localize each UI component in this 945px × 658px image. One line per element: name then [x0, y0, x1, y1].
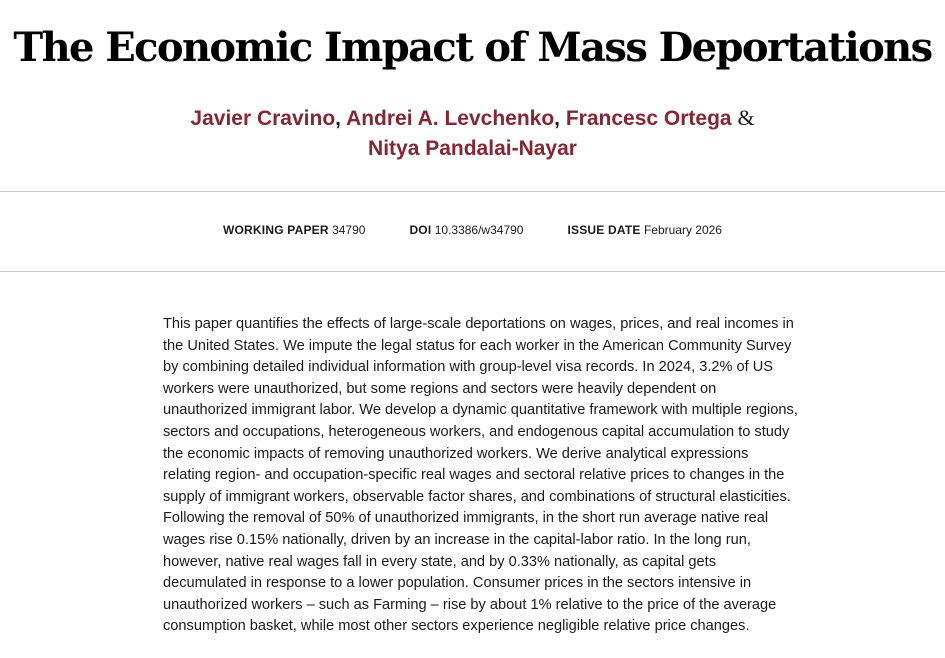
working-paper-number	[223, 221, 365, 239]
doi-value: 10.3386/w34790	[434, 223, 524, 237]
author-separator: ,	[554, 107, 561, 130]
abstract-text: This paper quantifies the effects of large-scale deportations on wages, prices, and real incomes in the United States. We impute the legal status for each worker in the American Community Survey by combining detailed individual information with group-level visa records. In 2024, 3.2% of US workers were unauthorized, but some regions and sectors were heavily dependent on unauthorized immigrant labor. We develop a dynamic quantitative framework with multiple regions, sectors and occupations, heterogeneous workers, and endogenous capital accumulation to study the economic impacts of removing unauthorized workers. We derive analytical expressions relating region- and occupation-specific real wages and sectoral relative prices to changes in the supply of immigrant workers, observable factor shares, and combinations of structural elasticities. Following the removal of 50% of unauthorized immigrants, in the short run average native real wages rise 0.15% nationally, driven by an increase in the capital-labor ratio. In the long run, however, native real wages fall in every state, and by 0.33% nationally, as capital gets decumulated in response to a lower population. Consumer prices in the sectors intensive in unauthorized workers – such as Farming – rise by about 1% relative to the price of the average consumption basket, while most other sectors experience negligible relative price changes.	[163, 316, 798, 635]
author-separator: ,	[335, 107, 341, 130]
page-title: The Economic Impact of Mass Deportations	[13, 24, 932, 71]
doi	[409, 221, 523, 239]
issue-date-value: February 2026	[643, 223, 722, 237]
divider-top	[0, 191, 945, 192]
author-link[interactable]: Francesc Ortega	[565, 107, 732, 130]
author-list	[60, 103, 885, 164]
divider-bottom	[0, 271, 945, 272]
author-ampersand: &	[737, 105, 755, 130]
issue-date-label: ISSUE DATE	[567, 223, 641, 237]
doi-label: DOI	[409, 223, 432, 237]
issue-date	[567, 221, 722, 239]
paper-metadata	[0, 221, 945, 239]
working-paper-value: 34790	[332, 223, 366, 237]
author-link[interactable]: Nitya Pandalai-Nayar	[368, 137, 577, 160]
author-link[interactable]: Andrei A. Levchenko	[346, 107, 555, 130]
author-link[interactable]: Javier Cravino	[190, 107, 336, 130]
working-paper-label: WORKING PAPER	[223, 223, 329, 237]
